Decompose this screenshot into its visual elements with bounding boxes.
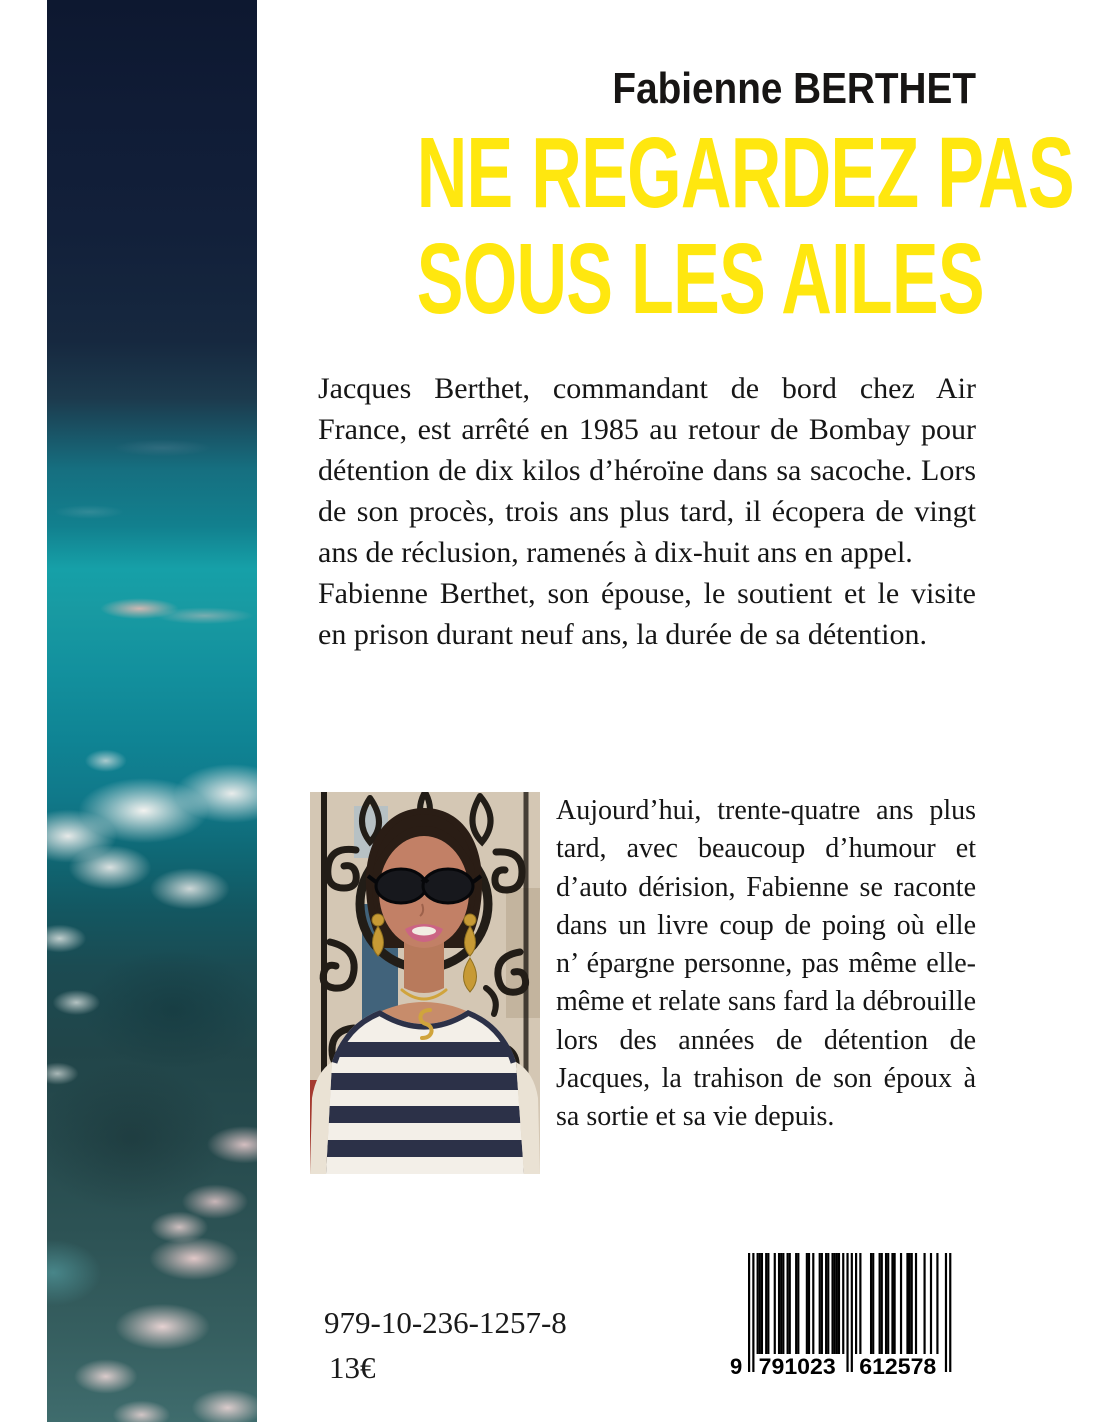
- author-name: Fabienne BERTHET: [612, 64, 976, 113]
- title-line-2: SOUS LES AILES: [416, 223, 984, 335]
- title-line-1: NE REGARDEZ PAS: [416, 117, 1074, 229]
- barcode-digits: 791023: [758, 1354, 836, 1376]
- synopsis: [318, 368, 976, 655]
- price: 13€: [329, 1350, 376, 1385]
- isbn-number: 979-10-236-1257-8: [324, 1305, 567, 1340]
- portrait-illustration: [310, 792, 540, 1174]
- barcode-svg: [729, 1250, 955, 1376]
- barcode-digits: 612578: [859, 1354, 937, 1376]
- bio-section: [310, 792, 976, 1174]
- synopsis-paragraph-1: Jacques Berthet, commandant de bord chez Air France, est arrêté en 1985 au retour de Bombay pour détention de dix kilos d’héroïne dans sa sacoche. Lors de son procès, trois ans plus tard, il écopera de vingt ans de réclusion, ramenés à dix-huit ans en appel.: [318, 372, 976, 569]
- aerial-sky-photo: [47, 0, 257, 1422]
- synopsis-paragraph-2: Fabienne Berthet, son épouse, le soutient et le visite en prison durant neuf ans, la durée de sa détention.: [318, 577, 976, 651]
- book-title: [416, 117, 1074, 335]
- bio-paragraph: Aujourd’hui, trente-quatre ans plus tard, avec beaucoup d’humour et d’auto dérision, Fabienne se raconte dans un livre coup de poing où elle n’ épargne personne, pas même elle-même et relate sans fard la débrouille lors des années de détention de Jacques, la trahison de son époux à sa sortie et sa vie depuis.: [556, 795, 976, 1133]
- barcode-digits: 9: [730, 1354, 743, 1376]
- barcode: [729, 1250, 955, 1376]
- isbn-block: [324, 1300, 567, 1390]
- portrait-photo: [310, 792, 540, 1174]
